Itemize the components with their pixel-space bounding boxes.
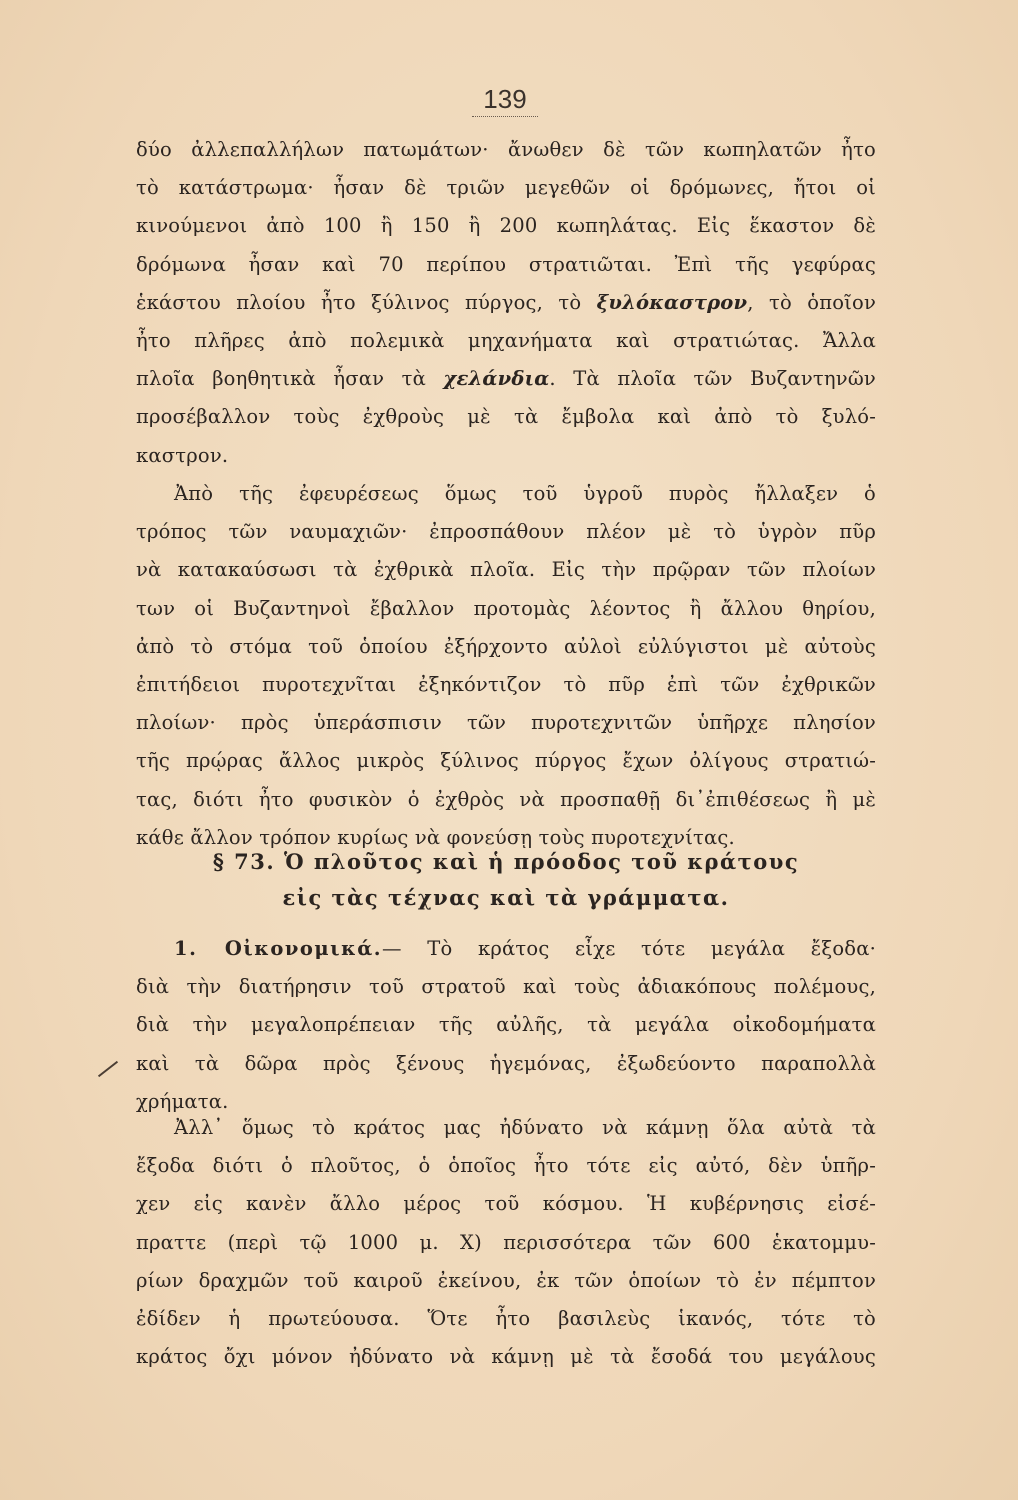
page-number: 139 [483, 84, 527, 114]
text-line: ἦτο πλῆρες ἀπὸ πολεμικὰ μηχανήματα καὶ στρατιώτας. Ἄλλα [136, 328, 876, 352]
section-heading-line: § 73. Ὁ πλοῦτος καὶ ἡ πρόοδος τοῦ κράτους [212, 849, 800, 874]
section-heading-line: εἰς τὰς τέχνας καὶ τὰ γράμματα. [282, 885, 730, 910]
text-line: δρόμωνα ἦσαν καὶ 70 περίπου στρατιῶται. Ἐπὶ τῆς γεφύρας [136, 252, 876, 276]
text-line: διὰ τὴν μεγαλοπρέπειαν τῆς αὐλῆς, τὰ μεγάλα οἰκοδομήματα [136, 1013, 876, 1037]
text-line: νὰ κατακαύσωσι τὰ ἐχθρικὰ πλοῖα. Εἰς τὴν πρῷραν τῶν πλοίων [136, 558, 876, 582]
paragraph-wealth [136, 1109, 876, 1376]
text-line: χεν εἰς κανὲν ἄλλο μέρος τοῦ κόσμου. Ἡ κυβέρνησις εἰσέ- [136, 1192, 876, 1216]
text-line: 1. Οἰκονομικά.— Τὸ κράτος εἶχε τότε μεγάλα ἔξοδα· [174, 937, 876, 960]
text-line: πραττε (περὶ τῷ 1000 μ. Χ) περισσότερα τῶν 600 ἑκατομμυ- [136, 1230, 876, 1254]
text-line: προσέβαλλον τοὺς ἐχθροὺς μὲ τὰ ἔμβολα καὶ ἀπὸ τὸ ξυλό- [136, 405, 876, 429]
text-line: κάθε ἄλλον τρόπον κυρίως νὰ φονεύσῃ τοὺς πυροτεχνίτας. [136, 825, 735, 849]
text-line: τὸ κατάστρωμα· ἦσαν δὲ τριῶν μεγεθῶν οἱ δρόμωνες, ἤτοι οἱ [136, 176, 876, 200]
text-line: πλοῖα βοηθητικὰ ἦσαν τὰ χελάνδια. Τὰ πλοῖα τῶν Βυζαντηνῶν [136, 367, 876, 391]
text-line: ἀπὸ τὸ στόμα τοῦ ὁποίου ἐξήρχοντο αὐλοὶ εὐλύγιστοι μὲ αὐτοὺς [136, 634, 876, 658]
text-line: κράτος ὄχι μόνον ἠδύνατο νὰ κάμνῃ μὲ τὰ ἔσοδά του μεγάλους [136, 1345, 876, 1369]
text-line: ἐπιτήδειοι πυροτεχνῖται ἐξηκόντιζον τὸ πῦρ ἐπὶ τῶν ἐχθρικῶν [136, 672, 876, 696]
text-line: τας, διότι ἦτο φυσικὸν ὁ ἐχθρὸς νὰ προσπαθῇ δι᾿ἐπιθέσεως ἢ μὲ [136, 787, 876, 811]
text-line: κινούμενοι ἀπὸ 100 ἢ 150 ἢ 200 κωπηλάτας. Εἰς ἕκαστον δὲ [136, 214, 876, 238]
text-line: καστρον. [136, 443, 229, 467]
text-line: ἑκάστου πλοίου ἦτο ξύλινος πύργος, τὸ ξυλόκαστρον, τὸ ὁποῖον [136, 290, 877, 314]
term-xylokastron: ξυλόκαστρον [596, 290, 748, 314]
text-line: τῆς πρῴρας ἄλλος μικρὸς ξύλινος πύργος ἔχων ὀλίγους στρατιώ- [136, 749, 876, 773]
margin-pencil-mark [98, 1061, 118, 1077]
text-line: διὰ τὴν διατήρησιν τοῦ στρατοῦ καὶ τοὺς ἀδιακόπους πολέμους, [136, 975, 876, 999]
text-line: τρόπος τῶν ναυμαχιῶν· ἐπροσπάθουν πλέον μὲ τὸ ὑγρὸν πῦρ [136, 520, 876, 544]
text-line: των οἱ Βυζαντηνοὶ ἔβαλλον προτομὰς λέοντος ἢ ἄλλου θηρίου, [136, 596, 876, 620]
page-number-rule [472, 116, 538, 117]
text-line: δύο ἀλλεπαλλήλων πατωμάτων· ἄνωθεν δὲ τῶν κωπηλατῶν ἦτο [136, 138, 876, 161]
paragraph-ships [136, 131, 876, 475]
text-line: ρίων δραχμῶν τοῦ καιροῦ ἐκείνου, ἐκ τῶν ὁποίων τὸ ἐν πέμπτον [136, 1268, 876, 1292]
term-chelandia: χελάνδια [443, 367, 550, 391]
text-line: Ἀπὸ τῆς ἐφευρέσεως ὅμως τοῦ ὑγροῦ πυρὸς ἤλλαξεν ὁ [174, 482, 876, 505]
section-heading [136, 844, 876, 916]
text-line: Ἀλλ᾿ ὅμως τὸ κράτος μας ἠδύνατο νὰ κάμνῃ ὅλα αὐτὰ τὰ [174, 1116, 876, 1139]
subsection-title: 1. Οἰκονομικά. [174, 937, 383, 960]
text-line: χρήματα. [136, 1089, 229, 1113]
paragraph-greek-fire [136, 475, 876, 857]
text-line: καὶ τὰ δῶρα πρὸς ξένους ἡγεμόνας, ἐξωδεύοντο παραπολλὰ [136, 1051, 876, 1075]
text-line: πλοίων· πρὸς ὑπεράσπισιν τῶν πυροτεχνιτῶν ὑπῆρχε πλησίον [136, 711, 876, 735]
text-line: ἐδίδεν ἡ πρωτεύουσα. Ὅτε ἦτο βασιλεὺς ἱκανός, τότε τὸ [136, 1306, 876, 1330]
text-line: ἔξοδα διότι ὁ πλοῦτος, ὁ ὁποῖος ἦτο τότε εἰς αὐτό, δὲν ὑπῆρ- [136, 1154, 876, 1178]
paragraph-economy [136, 930, 876, 1121]
